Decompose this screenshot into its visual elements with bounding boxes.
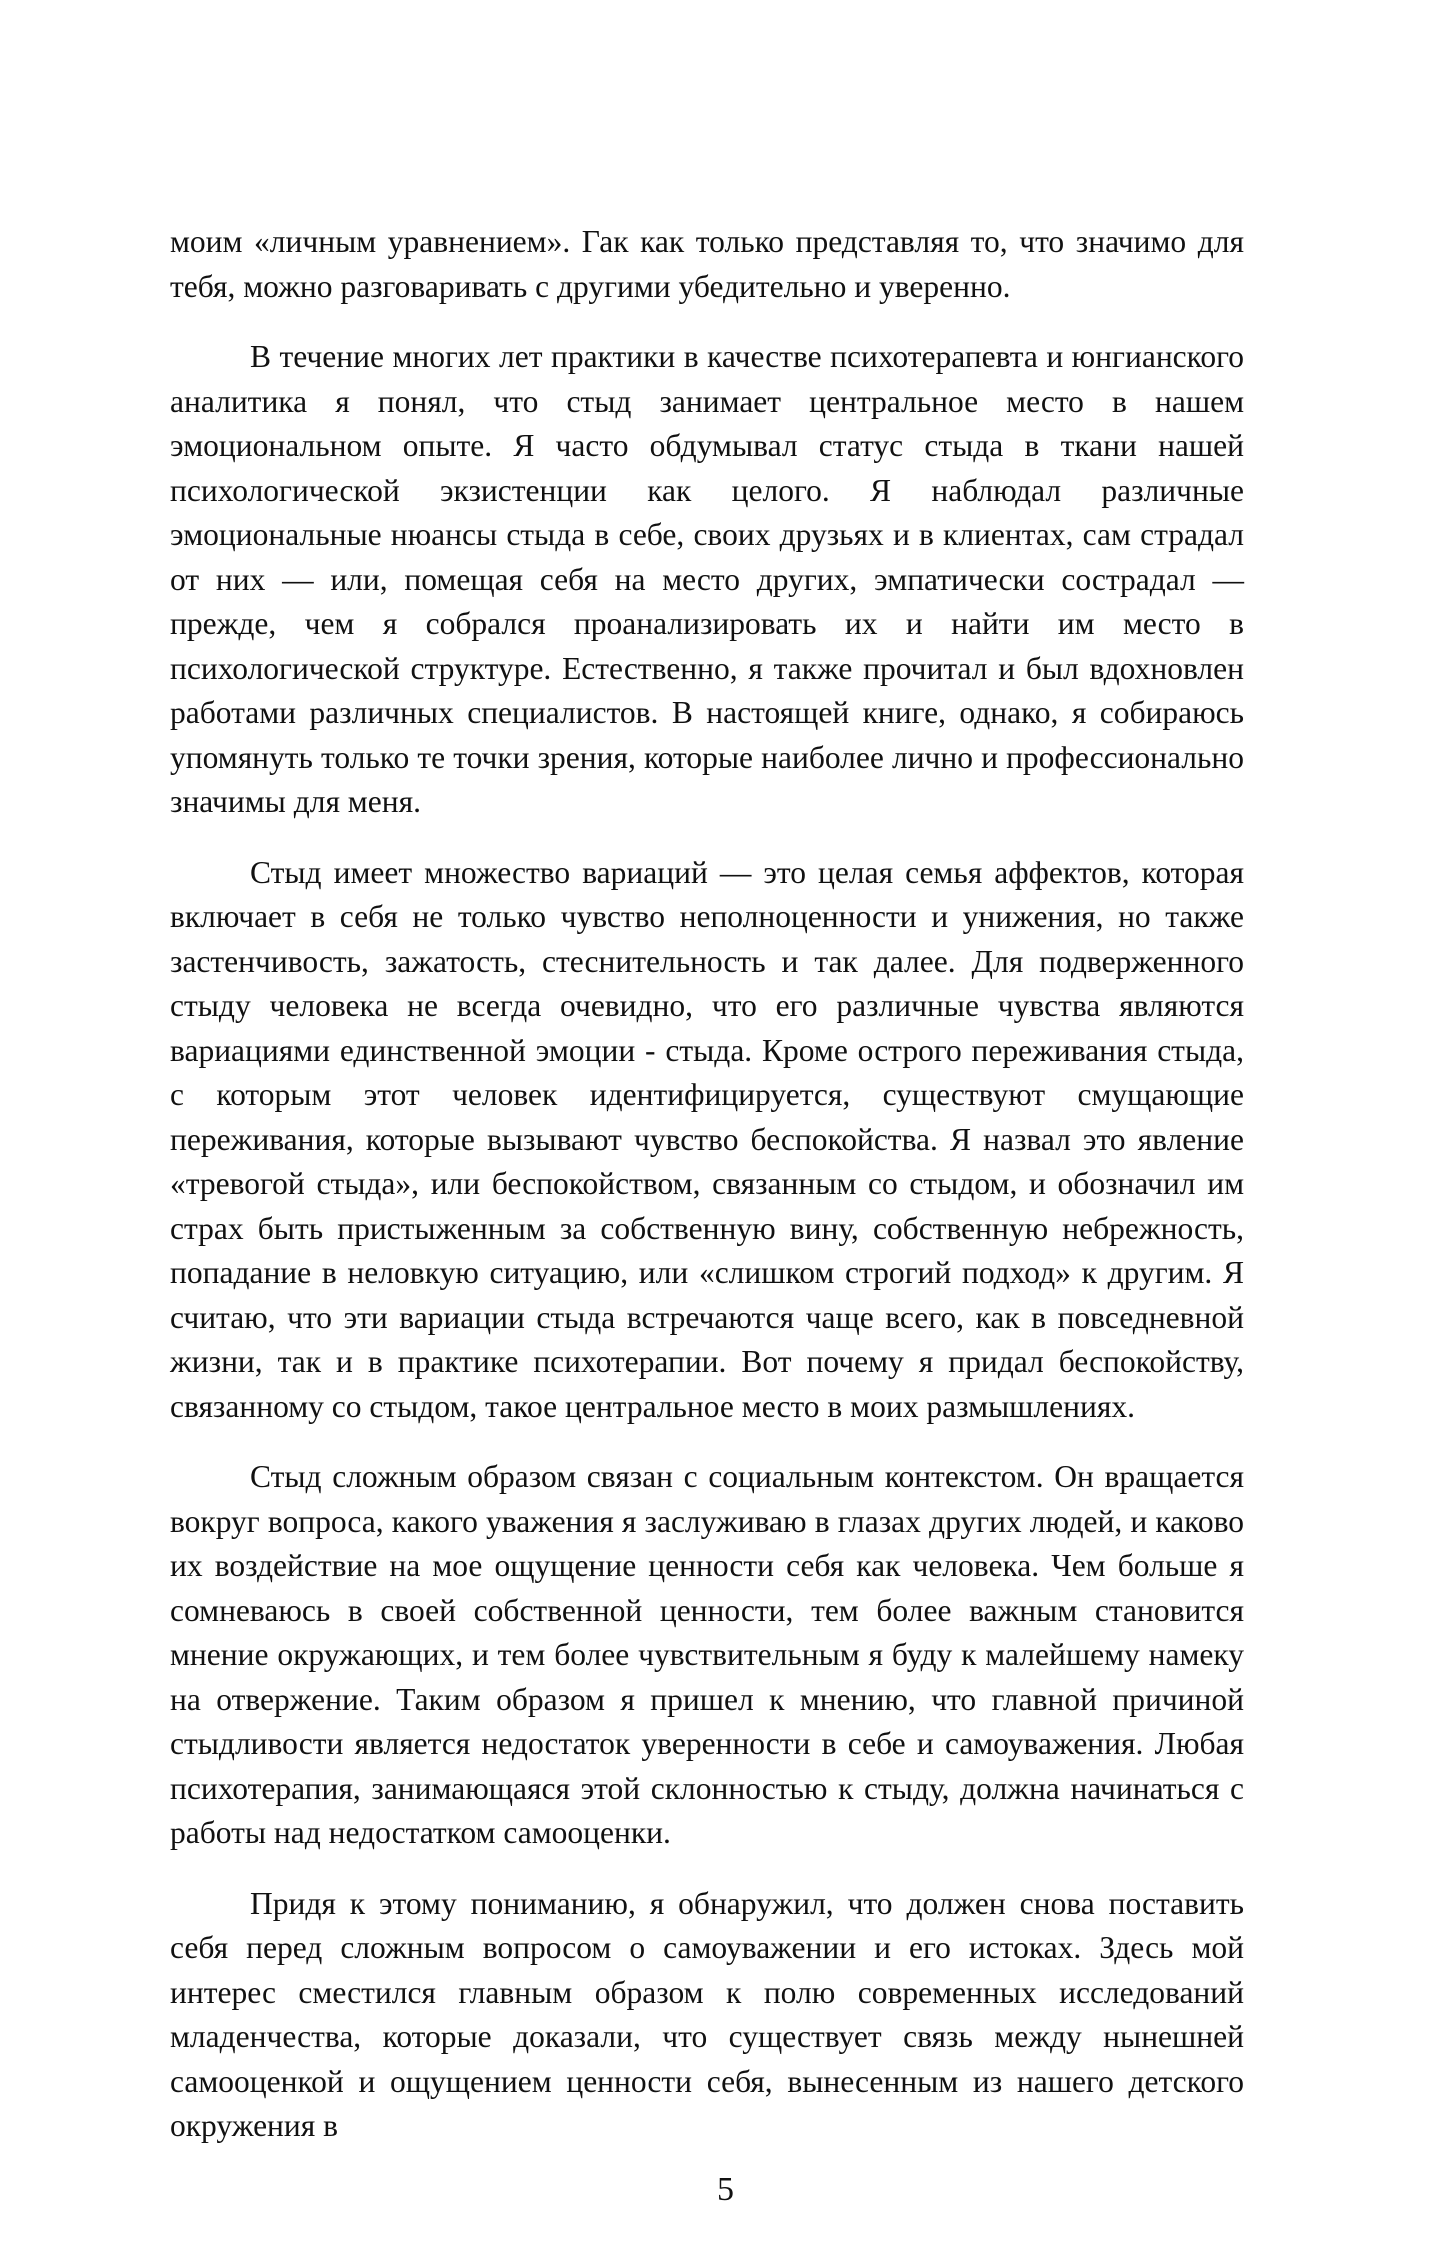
- paragraph: Стыд сложным образом связан с социальным контекстом. Он вращается вокруг вопроса, какого уважения я заслуживаю в глазах других людей, и каково их воздействие на мое ощущение ценности себя как человека. Чем больше я сомневаюсь в своей собственной ценности, тем более важным становится мнение окружающих, и тем более чувствительным я буду к малейшему намеку на отвержение. Таким образом я пришел к мнению, что главной причиной стыдливости является недостаток уверенности в себе и самоуважения. Любая психотерапия, занимающаяся этой склонностью к стыду, должна начинаться с работы над недостатком самооценки.: [170, 1459, 1244, 1850]
- paragraph: Придя к этому пониманию, я обнаружил, что должен снова поставить себя перед сложным вопросом о самоуважении и его истоках. Здесь мой интерес сместился главным образом к полю современных исследований младенчества, которые доказали, что существует связь между нынешней самооценкой и ощущением ценности себя, вынесенным из нашего детского окружения в: [170, 1885, 1244, 2143]
- paragraph-continuation: моим «личным уравнением». Гак как только представляя то, что значимо для тебя, можно разговаривать с другими убедительно и уверенно.: [170, 224, 1244, 304]
- page-number: 5: [717, 2171, 734, 2208]
- body-text: [170, 220, 1244, 2175]
- paragraph: Стыд имеет множество вариаций — это целая семья аффектов, которая включает в себя не только чувство неполноценности и унижения, но также застенчивость, зажатость, стеснительность и так далее. Для подверженного стыду человека не всегда очевидно, что его различные чувства являются вариациями единственной эмоции - стыда. Кроме острого переживания стыда, с которым этот человек идентифицируется, существуют смущающие переживания, которые вызывают чувство беспокойства. Я назвал это явление «тревогой стыда», или беспокойством, связанным со стыдом, и обозначил им страх быть пристыженным за собственную вину, собственную небрежность, попадание в неловкую ситуацию, или «слишком строгий подход» к другим. Я считаю, что эти вариации стыда встречаются чаще всего, как в повседневной жизни, так и в практике психотерапии. Вот почему я придал беспокойству, связанному со стыдом, такое центральное место в моих размышлениях.: [170, 854, 1244, 1424]
- paragraph: В течение многих лет практики в качестве психотерапевта и юнгианского аналитика я понял, что стыд занимает центральное место в нашем эмоциональном опыте. Я часто обдумывал статус стыда в ткани нашей психологической экзистенции как целого. Я наблюдал различные эмоциональные нюансы стыда в себе, своих друзьях и в клиентах, сам страдал от них — или, помещая себя на место других, эмпатически сострадал — прежде, чем я собрался проанализировать их и найти им место в психологической структуре. Естественно, я также прочитал и был вдохновлен работами различных специалистов. В настоящей книге, однако, я собираюсь упомянуть только те точки зрения, которые наиболее лично и профессионально значимы для меня.: [170, 339, 1244, 819]
